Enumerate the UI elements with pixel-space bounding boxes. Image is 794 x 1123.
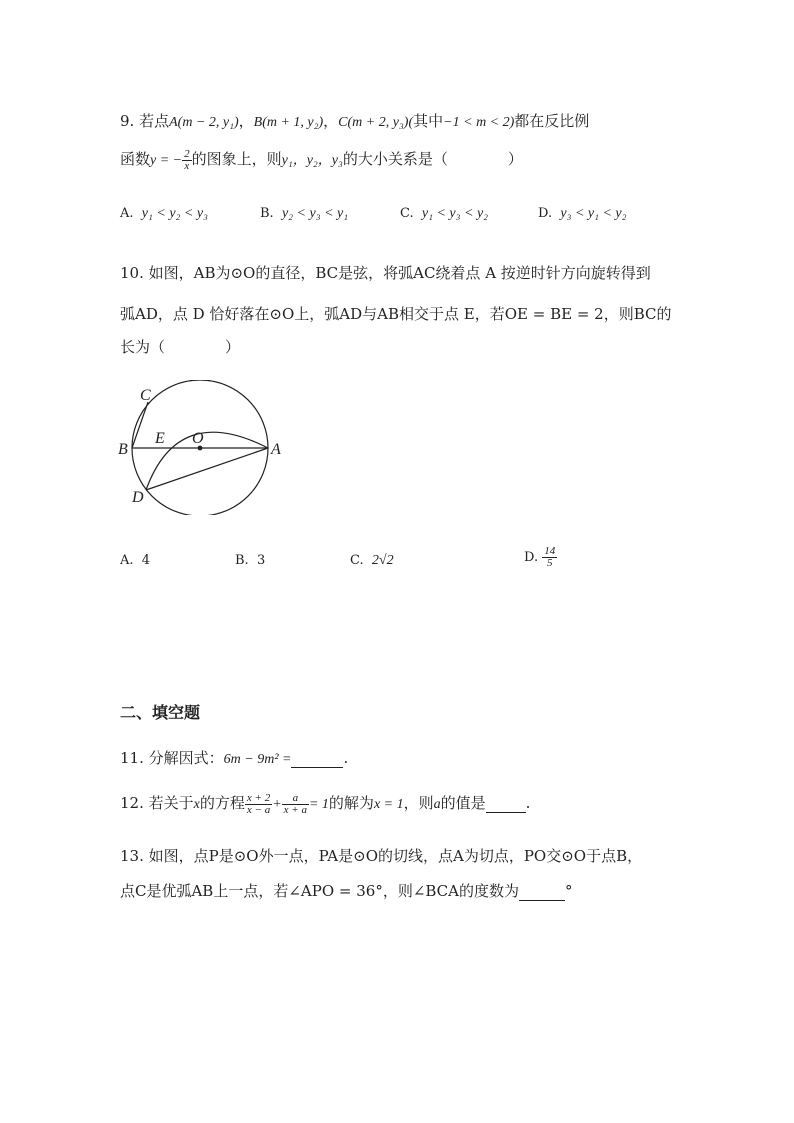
answer-blank[interactable] <box>519 882 565 901</box>
q12: 12. 若关于x的方程 $\frac{x + 2}{x - a}$ + $\frac{a}{x + a}$ = 1的解为x = 1，则a的值是 . <box>120 791 531 816</box>
point-B: B(m + 1, y₂) <box>253 115 324 130</box>
section-title: 二、填空题 <box>120 703 201 722</box>
condition: −1 < m < 2) <box>443 115 515 130</box>
q10-option-a[interactable]: A. 4 <box>120 553 151 568</box>
q10-option-c[interactable]: C. 2√2 <box>350 553 394 568</box>
label-a: A <box>271 441 281 458</box>
q9-number: 9. <box>120 112 135 130</box>
q13-line1: 13. 如图，点P是⊙O外一点，PA是⊙O的切线，点A为切点，PO交⊙O于点B， <box>120 847 643 865</box>
point-A: A(m − 2, y₁) <box>169 115 239 130</box>
q10-figure <box>110 380 290 515</box>
q9-option-d[interactable]: D. y₃ < y₁ < y₂ <box>538 206 627 221</box>
answer-blank[interactable] <box>486 794 526 813</box>
q10-option-d[interactable]: D. $\frac{14}{5}$ <box>524 545 556 569</box>
chord-ad <box>146 448 268 490</box>
fraction-1: $\frac{x + 2}{x - a}$ <box>246 791 271 816</box>
q9-option-c[interactable]: C. y₁ < y₃ < y₂ <box>400 206 489 221</box>
q10-option-b[interactable]: B. 3 <box>235 553 266 568</box>
q11: 11. 分解因式：6m − 9m² = . <box>120 749 349 767</box>
q10-line2: 弧AD，点 D 恰好落在⊙O上，弧AD与AB相交于点 E，若OE = BE = 2，则BC的 <box>120 305 672 323</box>
label-d: D <box>132 489 144 506</box>
q9-line1: 9. 若点A(m − 2, y₁)，B(m + 1, y₂)，C(m + 2, y₃)(其中−1 < m < 2)都在反比例 <box>120 112 590 130</box>
chord-bc <box>132 402 148 448</box>
fraction-2: $\frac{a}{x + a}$ <box>283 791 307 816</box>
function-expression: y = − <box>150 153 183 168</box>
label-o: O <box>192 430 204 447</box>
label-b: B <box>118 441 128 458</box>
answer-blank[interactable] <box>291 749 343 768</box>
q10-line1: 10. 如图，AB为⊙O的直径，BC是弦，将弧AC绕着点 A 按逆时针方向旋转得到 <box>120 264 651 282</box>
point-C: C(m + 2, y₃) <box>338 115 409 130</box>
fraction: $\frac{2}{x}$ <box>184 147 190 172</box>
q9-option-b[interactable]: B. y₂ < y₃ < y₁ <box>260 206 349 221</box>
q13-line2: 点C是优弧AB上一点，若∠APO = 36°，则∠BCA的度数为 ° <box>120 882 573 900</box>
q9-line2: 函数y = − $\frac{2}{x}$ 的图象上，则y₁，y₂，y₃的大小关系是（ ） <box>120 147 523 172</box>
label-c: C <box>140 387 151 404</box>
label-e: E <box>155 430 165 447</box>
q9-option-a[interactable]: A. y₁ < y₂ < y₃ <box>120 206 208 221</box>
q10-line3: 长为（ ） <box>120 338 241 356</box>
